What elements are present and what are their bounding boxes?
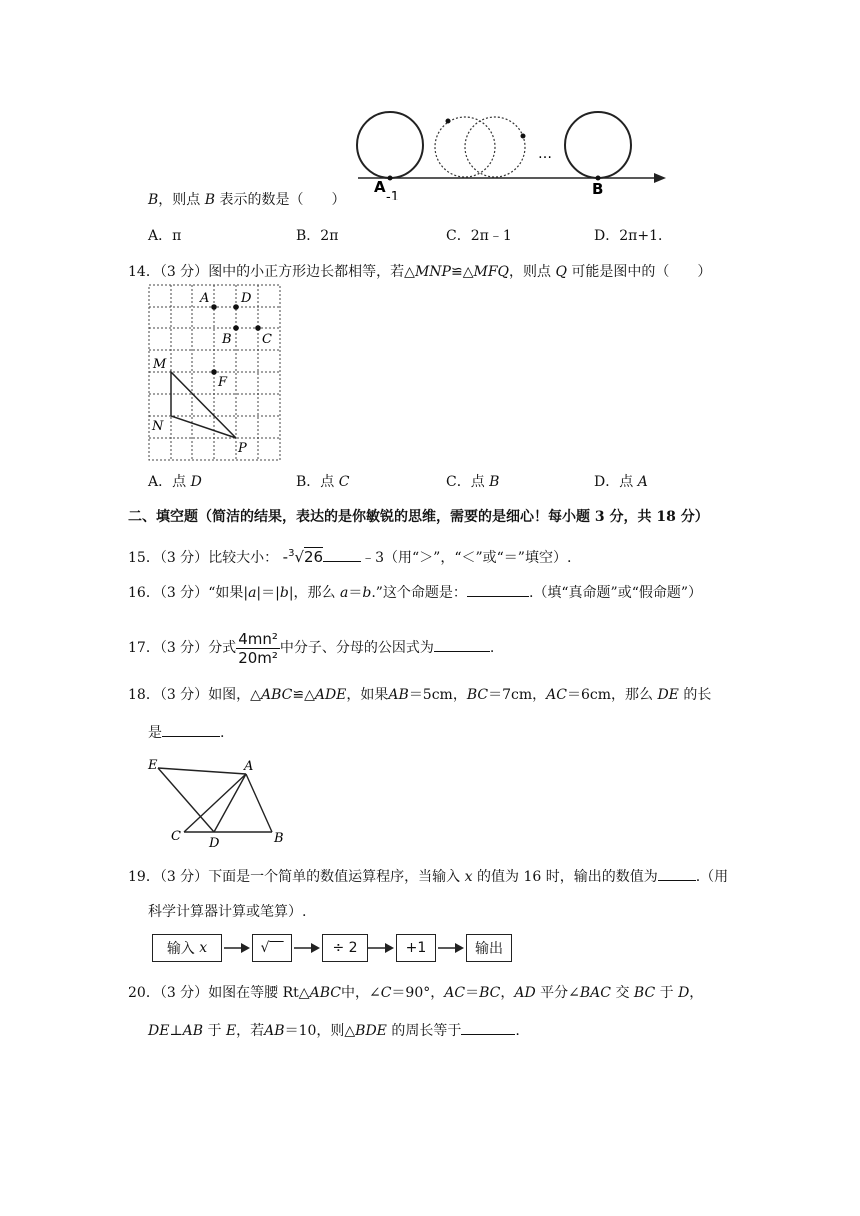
q15-stem: 15．（3 分）比较大小： -$^3$√26 ﹣3（用“＞”，“＜”或“＝”填空）. — [128, 548, 572, 566]
q14-option-d[interactable]: D．点 A — [594, 474, 648, 490]
svg-text:P: P — [238, 441, 247, 456]
q13-label-a: A — [374, 178, 386, 196]
svg-text:A: A — [244, 759, 254, 774]
flow-sqrt-box: √‾‾ — [252, 934, 292, 962]
q13-label-b: B — [592, 180, 604, 198]
svg-text:C: C — [171, 829, 181, 844]
q20-stem-line2: DE⊥AB 于 E，若AB＝10，则△BDE 的周长等于 . — [148, 1020, 520, 1041]
flow-input-box: 输入 x — [152, 934, 222, 962]
svg-text:D: D — [241, 291, 252, 306]
svg-text:F: F — [218, 375, 228, 390]
q13-option-d[interactable]: D．2π+1． — [594, 228, 672, 244]
q19-stem-line2: 科学计算器计算或笔算）. — [148, 904, 307, 920]
q19-answer-blank[interactable] — [658, 866, 696, 881]
q13-option-c[interactable]: C．2π﹣1 — [446, 228, 512, 244]
q13-option-a[interactable]: A．π — [148, 228, 182, 244]
flow-arrow-1 — [222, 938, 252, 958]
flow-plus-box: +1 — [396, 934, 436, 962]
q19-stem: 19．（3 分）下面是一个简单的数值运算程序，当输入 x 的值为 16 时，输出的数值为 .（用 — [128, 866, 728, 887]
q17-stem: 17．（3 分）分式 $\frac{\text{4mn²}}{\text{20m²}}$ 中分子、分母的公因式为 . — [128, 629, 495, 667]
q18-answer-blank[interactable] — [162, 722, 220, 737]
q17-fraction: $\frac{\text{4mn²}}{\text{20m²}}$ — [238, 629, 278, 667]
q17-answer-blank[interactable] — [434, 637, 490, 652]
q18-stem: 18．（3 分）如图，△ABC≌△ADE，如果AB＝5cm，BC＝7cm，AC＝6cm，那么 DE 的长 — [128, 687, 712, 703]
svg-text:M: M — [153, 357, 167, 372]
section-title-fill-blank: 二、填空题（简洁的结果，表达的是你敏锐的思维，需要的是细心！每小题 3 分，共 18 分） — [128, 509, 709, 525]
q13-dots: … — [538, 146, 552, 162]
q15-cube-root: -$^3$√26 — [282, 548, 324, 566]
flow-arrow-2 — [292, 938, 322, 958]
q15-answer-blank[interactable] — [323, 547, 361, 562]
q13-label-neg1: -1 — [386, 190, 399, 200]
flow-output-box: 输出 — [466, 934, 512, 962]
flow-divide-box: ÷ 2 — [322, 934, 368, 962]
flow-arrow-4 — [436, 938, 466, 958]
q20-answer-blank[interactable] — [461, 1020, 515, 1035]
svg-text:E: E — [148, 758, 158, 773]
q14-option-a[interactable]: A．点 D — [148, 474, 202, 490]
q20-stem: 20．（3 分）如图在等腰 Rt△ABC中，∠C＝90°，AC＝BC，AD 平分∠BAC 交 BC 于 D， — [128, 985, 704, 1001]
q16-stem: 16．（3 分）“如果|a|＝|b|，那么 a＝b.”这个命题是： .（填“真命题”或“假命题”） — [128, 582, 702, 603]
flow-arrow-3 — [366, 938, 396, 958]
svg-text:C: C — [262, 332, 272, 347]
svg-text:B: B — [222, 332, 232, 347]
q14-grid-figure — [148, 284, 284, 464]
q13-stem-tail: B，则点 B 表示的数是（ ） — [148, 192, 346, 208]
q14-option-b[interactable]: B．点 C — [296, 474, 350, 490]
q13-option-b[interactable]: B．2π — [296, 228, 339, 244]
q16-answer-blank[interactable] — [467, 582, 529, 597]
svg-text:N: N — [152, 419, 164, 434]
q14-option-c[interactable]: C．点 B — [446, 474, 500, 490]
q13-rolling-circle-figure — [340, 100, 680, 200]
q18-stem-line2: 是 . — [148, 722, 224, 743]
q14-stem: 14．（3 分）图中的小正方形边长都相等，若△MNP≌△MFQ，则点 Q 可能是图中的（ ） — [128, 264, 712, 280]
svg-text:D: D — [209, 836, 220, 851]
svg-text:A: A — [200, 291, 210, 306]
q18-triangle-figure — [140, 752, 300, 852]
svg-text:B: B — [274, 831, 284, 846]
